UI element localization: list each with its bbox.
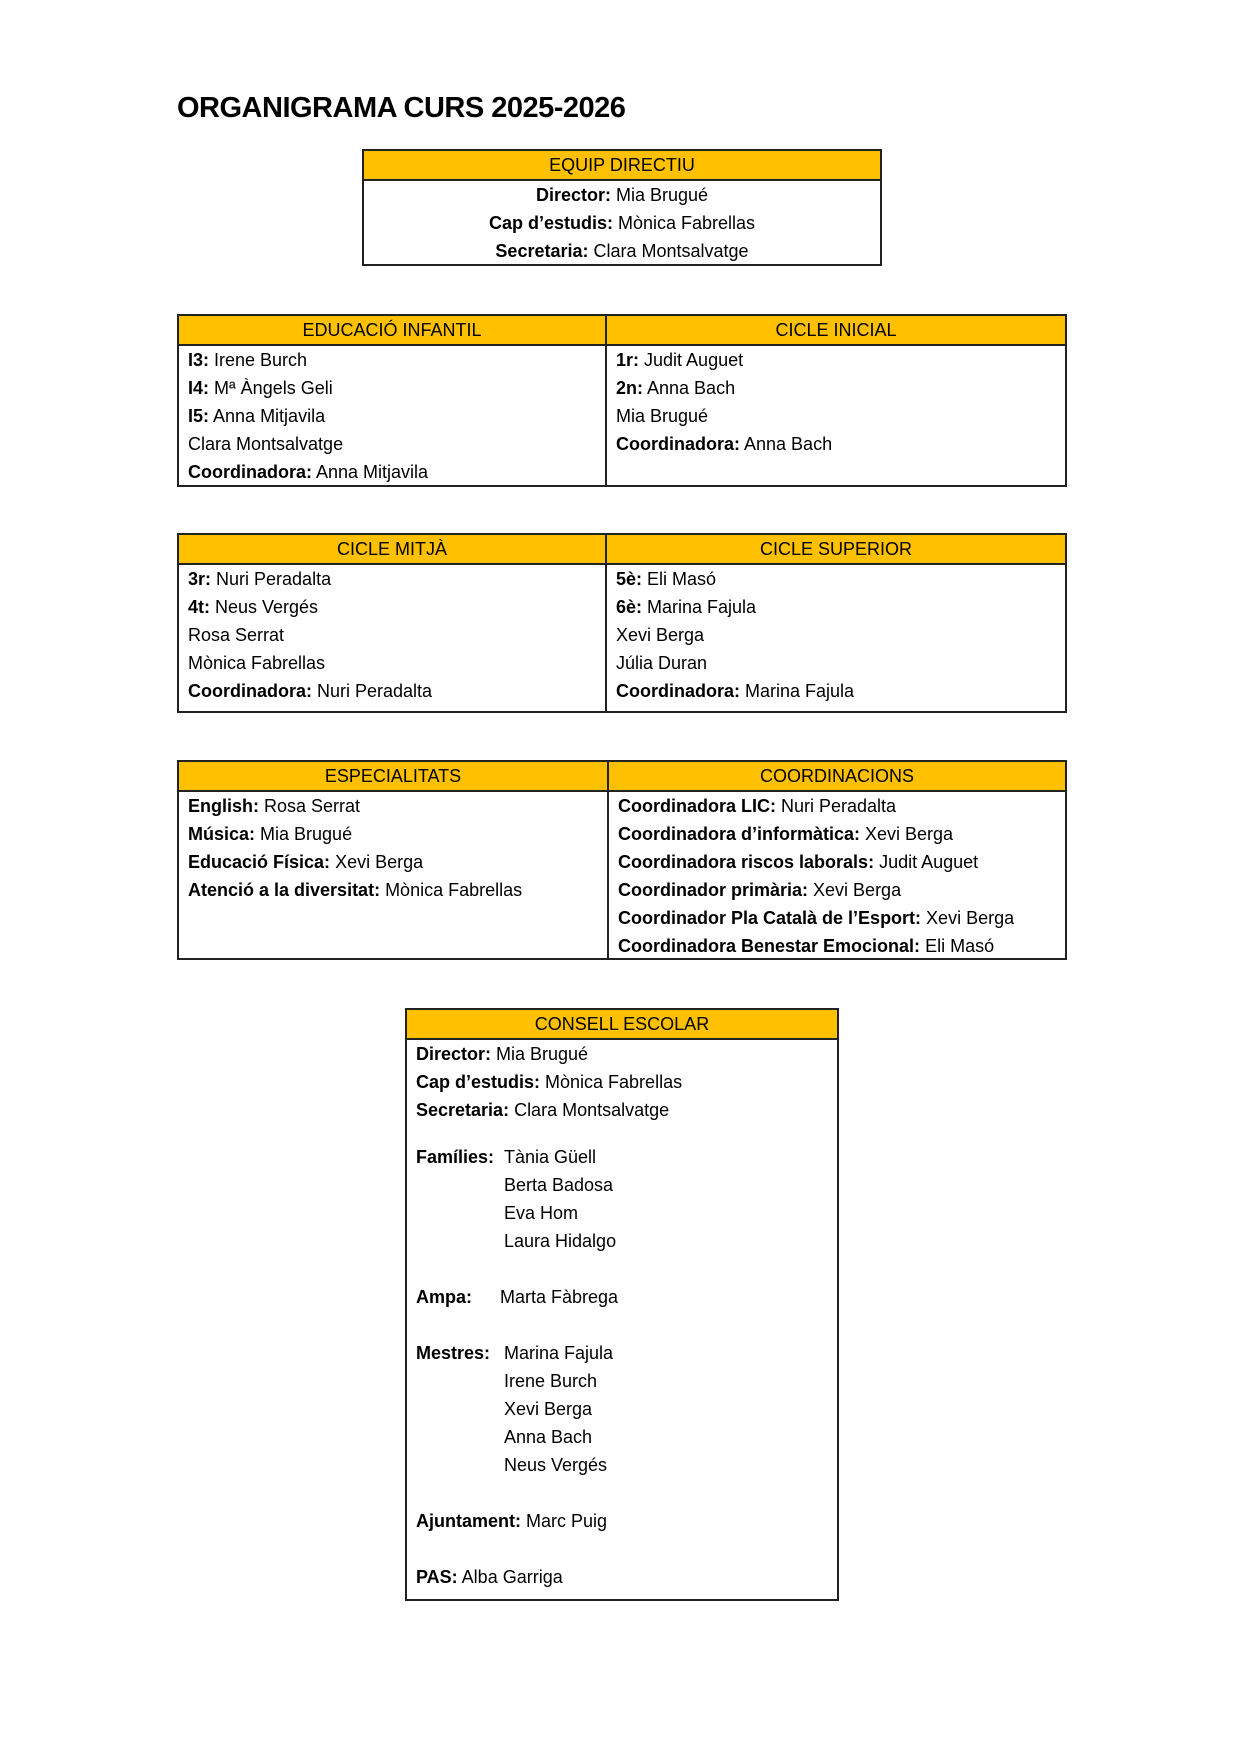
consell-header: CONSELL ESCOLAR [407, 1010, 837, 1040]
row-value: Nuri Peradalta [312, 681, 433, 701]
row-value: Neus Vergés [210, 597, 319, 617]
infantil-row [188, 402, 605, 430]
row-value: Clara Montsalvatge [588, 241, 749, 261]
consell-mestre-name: Xevi Berga [504, 1399, 593, 1419]
row-value: Eli Masó [920, 936, 995, 956]
especialitats-row [188, 792, 607, 820]
row-label: Música: [188, 824, 256, 844]
consell-family-name: Eva Hom [504, 1203, 579, 1223]
consell-family-name: Berta Badosa [504, 1175, 614, 1195]
mitja-row [188, 565, 605, 593]
consell-escolar-box [405, 1008, 839, 1601]
row-label: Cap d’estudis: [488, 213, 613, 233]
row-value: Judit Auguet [639, 350, 744, 370]
superior-row [616, 621, 1065, 649]
equip-row [364, 237, 880, 265]
consell-mestres: Mestres: Marina Fajula [416, 1343, 614, 1363]
row-label: 3r: [188, 569, 212, 589]
especialitats-row [188, 820, 607, 848]
superior-row [616, 649, 1065, 677]
consell-mestre-name: Irene Burch [504, 1371, 598, 1391]
consell-mestre-name: Anna Bach [504, 1427, 593, 1447]
row-label: Coordinadora d’informàtica: [618, 824, 861, 844]
row-value: Xevi Berga [860, 824, 954, 844]
especialitats-column [179, 762, 607, 958]
consell-cap-estudis: Cap d’estudis: Mònica Fabrellas [416, 1072, 683, 1092]
mitja-superior-table [177, 533, 1067, 713]
row-value: Eli Masó [642, 569, 717, 589]
mitja-column [179, 535, 605, 711]
inicial-row [616, 346, 1065, 374]
superior-header: CICLE SUPERIOR [607, 535, 1065, 565]
mitja-row [188, 677, 605, 705]
inicial-row [616, 402, 1065, 430]
row-label: 6è: [616, 597, 643, 617]
row-label: Coordinador primària: [618, 880, 809, 900]
row-label: I3: [188, 350, 210, 370]
consell-families: Famílies: Tània Güell [416, 1147, 597, 1167]
row-value: Xevi Berga [921, 908, 1015, 928]
row-value: Rosa Serrat [259, 796, 361, 816]
superior-row [616, 565, 1065, 593]
row-label: Secretaria: [495, 241, 589, 261]
infantil-column [179, 316, 605, 485]
row-label: Coordinadora: [188, 681, 312, 701]
infantil-row [188, 374, 605, 402]
infantil-inicial-table [177, 314, 1067, 487]
row-value: Xevi Berga [808, 880, 902, 900]
inicial-column [605, 316, 1065, 485]
row-value: Rosa Serrat [188, 625, 285, 645]
coordinacions-row [618, 876, 1065, 904]
row-label: Coordinadora LIC: [618, 796, 776, 816]
row-value: Marina Fajula [740, 681, 855, 701]
row-value: Anna Bach [740, 434, 833, 454]
row-label: Coordinadora Benestar Emocional: [618, 936, 921, 956]
row-value: Mònica Fabrellas [188, 653, 326, 673]
coordinacions-row [618, 792, 1065, 820]
consell-family-name: Laura Hidalgo [504, 1231, 617, 1251]
consell-ampa: Ampa: Marta Fàbrega [416, 1287, 619, 1307]
row-label: Coordinadora: [616, 434, 740, 454]
row-value: Mª Àngels Geli [209, 378, 333, 398]
row-value: Anna Bach [643, 378, 736, 398]
coordinacions-row [618, 932, 1065, 960]
equip-directiu-header: EQUIP DIRECTIU [364, 151, 880, 181]
row-label: Atenció a la diversitat: [188, 880, 381, 900]
superior-row [616, 593, 1065, 621]
coordinacions-row [618, 820, 1065, 848]
inicial-row [616, 430, 1065, 458]
row-value: Mia Brugué [610, 185, 709, 205]
especialitats-row [188, 876, 607, 904]
row-label: Educació Física: [188, 852, 331, 872]
row-value: Mònica Fabrellas [612, 213, 756, 233]
coordinacions-column [607, 762, 1065, 958]
row-value: Anna Mitjavila [209, 406, 326, 426]
row-value: Xevi Berga [330, 852, 424, 872]
inicial-header: CICLE INICIAL [607, 316, 1065, 346]
mitja-row [188, 649, 605, 677]
especialitats-row [188, 848, 607, 876]
row-value: Nuri Peradalta [776, 796, 897, 816]
mitja-row [188, 621, 605, 649]
infantil-row [188, 458, 605, 486]
infantil-row [188, 430, 605, 458]
row-label: I4: [188, 378, 210, 398]
page-title: ORGANIGRAMA CURS 2025-2026 [177, 92, 626, 124]
equip-directiu-box [362, 149, 882, 266]
row-value: Clara Montsalvatge [188, 434, 344, 454]
row-label: Coordinadora: [188, 462, 312, 482]
consell-mestre-name: Neus Vergés [504, 1455, 608, 1475]
coordinacions-header: COORDINACIONS [609, 762, 1065, 792]
infantil-header: EDUCACIÓ INFANTIL [179, 316, 605, 346]
consell-pas: PAS: Alba Garriga [416, 1567, 563, 1587]
row-label: Coordinador Pla Català de l’Esport: [618, 908, 922, 928]
row-value: Nuri Peradalta [211, 569, 332, 589]
row-label: 4t: [188, 597, 210, 617]
superior-row [616, 677, 1065, 705]
row-label: 2n: [616, 378, 643, 398]
row-label: 5è: [616, 569, 643, 589]
row-value: Mònica Fabrellas [380, 880, 523, 900]
inicial-row [616, 374, 1065, 402]
row-value: Xevi Berga [616, 625, 705, 645]
coordinacions-row [618, 904, 1065, 932]
infantil-row [188, 346, 605, 374]
especialitats-coordinacions-table [177, 760, 1067, 960]
especialitats-header: ESPECIALITATS [179, 762, 607, 792]
row-label: Director: [535, 185, 611, 205]
row-label: Coordinadora: [616, 681, 740, 701]
coordinacions-row [618, 848, 1065, 876]
row-value: Mia Brugué [616, 406, 709, 426]
mitja-row [188, 593, 605, 621]
mitja-header: CICLE MITJÀ [179, 535, 605, 565]
consell-secretaria: Secretaria: Clara Montsalvatge [416, 1100, 670, 1120]
row-label: 1r: [616, 350, 640, 370]
row-label: Coordinadora riscos laborals: [618, 852, 875, 872]
row-value: Marina Fajula [642, 597, 757, 617]
row-value: Anna Mitjavila [312, 462, 429, 482]
row-value: Judit Auguet [874, 852, 979, 872]
equip-row [364, 181, 880, 209]
row-value: Irene Burch [209, 350, 308, 370]
superior-column [605, 535, 1065, 711]
row-label: English: [188, 796, 259, 816]
equip-row [364, 209, 880, 237]
row-label: I5: [188, 406, 210, 426]
row-value: Júlia Duran [616, 653, 708, 673]
consell-ajuntament: Ajuntament: Marc Puig [416, 1511, 608, 1531]
consell-director: Director: Mia Brugué [416, 1044, 589, 1064]
row-value: Mia Brugué [255, 824, 353, 844]
